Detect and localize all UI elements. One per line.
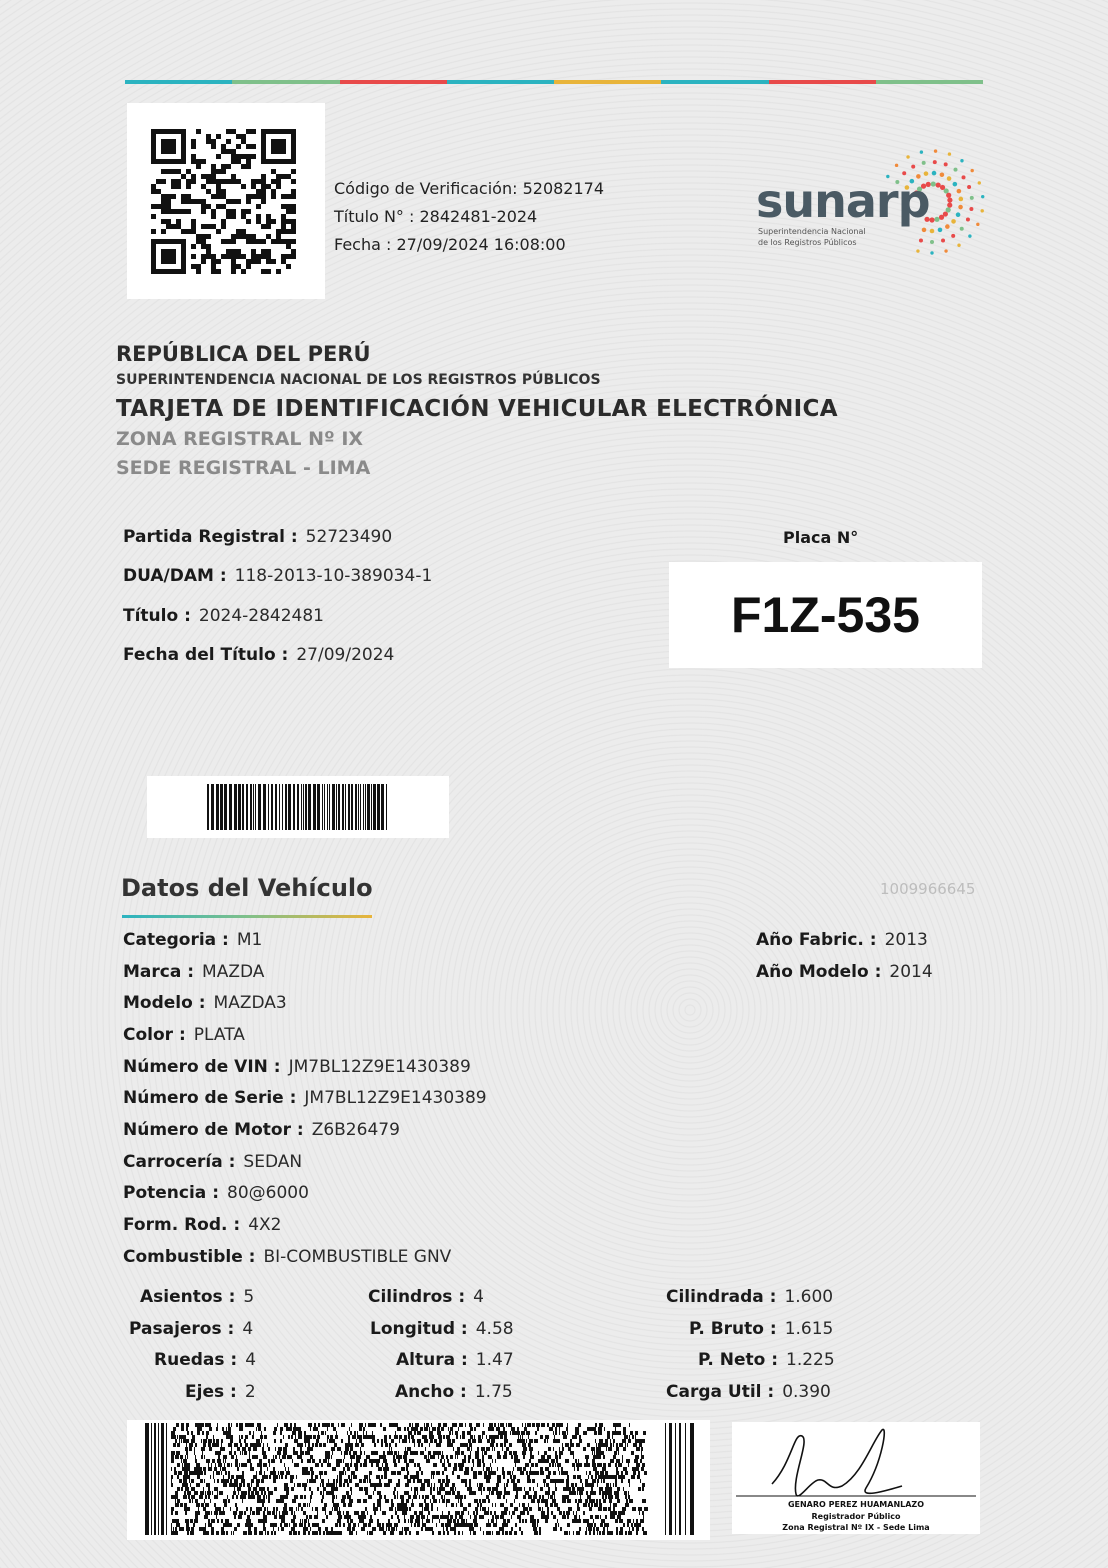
field-titulo: Título : 2024-2842481	[123, 606, 324, 626]
logo-wordmark: sunarp	[756, 174, 930, 228]
spec-longitud: Longitud : 4.58	[370, 1319, 514, 1339]
pdf417-barcode-icon	[145, 1423, 697, 1535]
header-title: TARJETA DE IDENTIFICACIÓN VEHICULAR ELECTRÓNICA	[116, 396, 838, 422]
verification-title: Título N° : 2842481-2024	[334, 207, 538, 226]
header-sede: SEDE REGISTRAL - LIMA	[116, 457, 371, 479]
spec-pasajeros: Pasajeros : 4	[129, 1319, 254, 1339]
field-categoria: Categoria : M1	[123, 930, 263, 950]
section-underline	[122, 915, 372, 918]
verification-code: Código de Verificación: 52082174	[334, 179, 605, 198]
verification-block	[334, 175, 604, 259]
placa-label: Placa N°	[783, 528, 859, 547]
field-potencia: Potencia : 80@6000	[123, 1183, 309, 1203]
document-number: 1009966645	[880, 880, 976, 898]
field-combustible: Combustible : BI-COMBUSTIBLE GNV	[123, 1247, 452, 1267]
spec-cilindros: Cilindros : 4	[368, 1287, 484, 1307]
qr-code	[127, 103, 325, 299]
header-country: REPÚBLICA DEL PERÚ	[116, 342, 371, 366]
field-motor: Número de Motor : Z6B26479	[123, 1120, 400, 1140]
signature-block	[732, 1422, 980, 1534]
field-anio-modelo: Año Modelo : 2014	[756, 962, 933, 982]
field-modelo: Modelo : MAZDA3	[123, 993, 287, 1013]
field-form-rod: Form. Rod. : 4X2	[123, 1215, 282, 1235]
signature-name: GENARO PEREZ HUAMANLAZO	[787, 1500, 925, 1509]
field-partida: Partida Registral : 52723490	[123, 527, 393, 547]
spec-p-neto: P. Neto : 1.225	[698, 1350, 835, 1370]
spec-p-bruto: P. Bruto : 1.615	[689, 1319, 834, 1339]
barcode-icon	[207, 784, 392, 830]
header-zona: ZONA REGISTRAL Nº IX	[116, 428, 364, 450]
logo-subtitle	[758, 226, 866, 248]
signature-zone: Zona Registral Nº IX - Sede Lima	[782, 1523, 930, 1532]
spec-ejes: Ejes : 2	[185, 1382, 256, 1402]
field-vin: Número de VIN : JM7BL12Z9E1430389	[123, 1057, 471, 1077]
field-anio-fabric: Año Fabric. : 2013	[756, 930, 928, 950]
field-dua: DUA/DAM : 118-2013-10-389034-1	[123, 566, 433, 586]
color-stripe	[125, 80, 983, 84]
spec-asientos: Asientos : 5	[140, 1287, 255, 1307]
field-color: Color : PLATA	[123, 1025, 245, 1045]
section-title: Datos del Vehículo	[121, 874, 373, 902]
logo-subtitle-line2: de los Registros Públicos	[758, 238, 857, 247]
signature-icon	[732, 1422, 980, 1502]
signature-role: Registrador Público	[811, 1512, 901, 1521]
sunarp-logo	[752, 122, 1002, 272]
verification-date: Fecha : 27/09/2024 16:08:00	[334, 235, 566, 254]
spec-cilindrada: Cilindrada : 1.600	[666, 1287, 834, 1307]
header-agency: SUPERINTENDENCIA NACIONAL DE LOS REGISTROS PÚBLICOS	[116, 372, 601, 388]
spec-altura: Altura : 1.47	[396, 1350, 514, 1370]
pdf417-barcode	[127, 1420, 710, 1540]
field-carroceria: Carrocería : SEDAN	[123, 1152, 303, 1172]
logo-subtitle-line1: Superintendencia Nacional	[758, 227, 866, 236]
field-serie: Número de Serie : JM7BL12Z9E1430389	[123, 1088, 487, 1108]
spec-ruedas: Ruedas : 4	[154, 1350, 257, 1370]
field-marca: Marca : MAZDA	[123, 962, 265, 982]
spec-carga-util: Carga Util : 0.390	[666, 1382, 831, 1402]
placa-value: F1Z-535	[731, 587, 920, 643]
qr-code-icon	[151, 129, 301, 277]
barcode	[147, 776, 449, 838]
placa-box	[669, 562, 982, 668]
spec-ancho: Ancho : 1.75	[395, 1382, 513, 1402]
field-fecha-titulo: Fecha del Título : 27/09/2024	[123, 645, 395, 665]
